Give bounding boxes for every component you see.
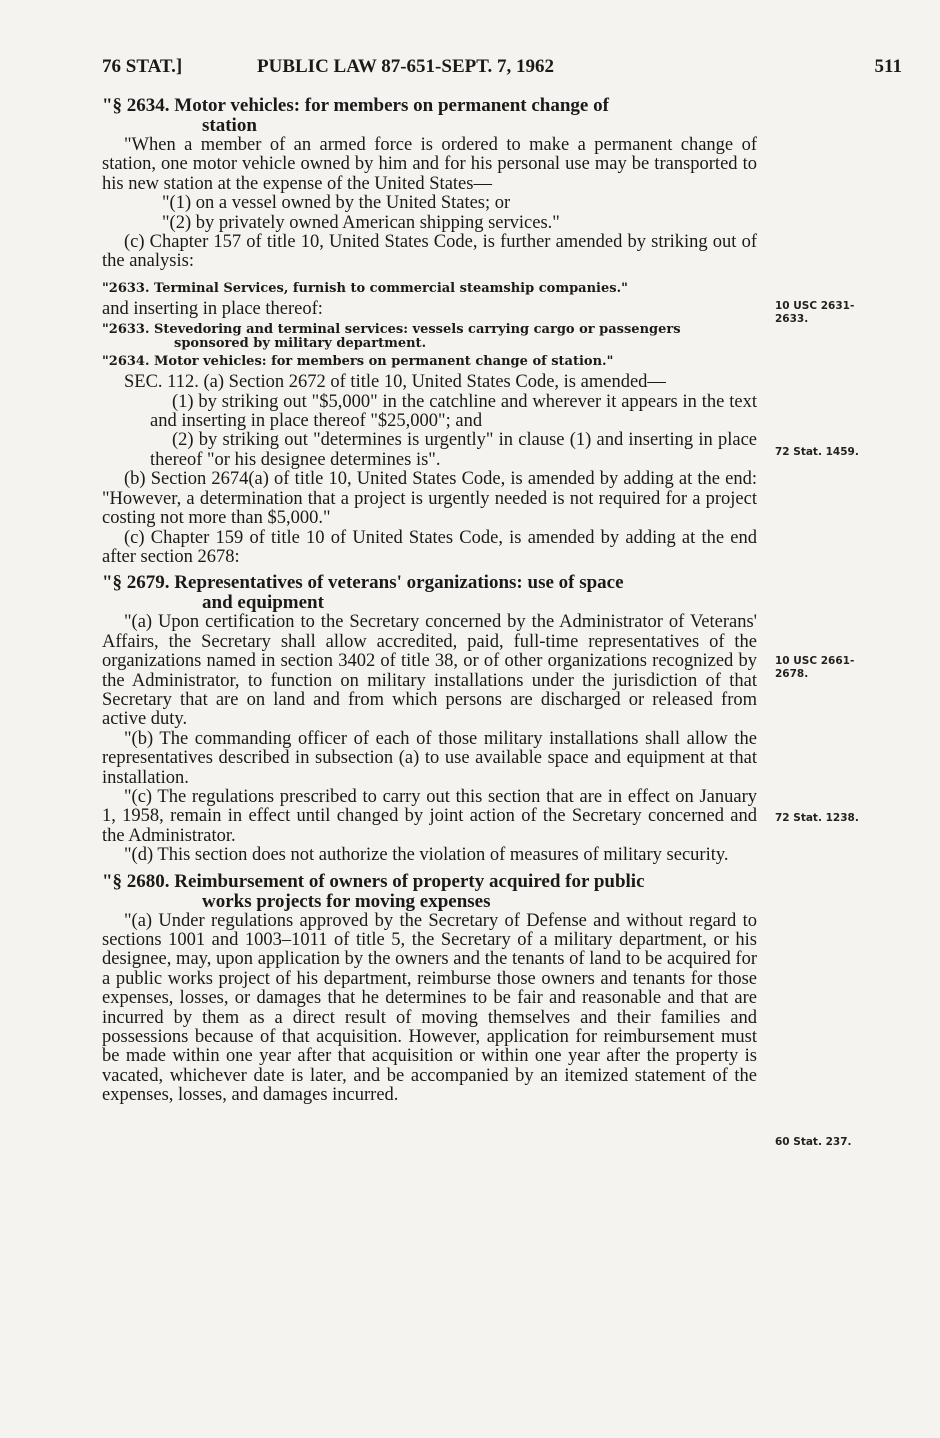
law-title: PUBLIC LAW 87-651-SEPT. 7, 1962 bbox=[257, 56, 554, 77]
inserted-item-cont: sponsored by military department. bbox=[174, 336, 427, 352]
section-2634-paragraph: "When a member of an armed force is ordered to make a permanent change of station, one motor vehicle owned by him and for his personal use may be transported to his new station at the expense of the United States— bbox=[102, 135, 757, 194]
margin-note-72-stat-1238: 72 Stat. 1238. bbox=[775, 812, 859, 824]
margin-note-line: 10 USC 2661- bbox=[775, 655, 855, 667]
insert-intro: and inserting in place thereof: bbox=[102, 298, 323, 319]
section-heading-text: "§ 2634. Motor vehicles: for members on permanent change of bbox=[102, 95, 609, 116]
running-header bbox=[102, 56, 902, 86]
section-2679-subsection-c: "(c) The regulations prescribed to carry out this section that are in effect on January 1, 1958, remain in effect until changed by joint action of the Secretary concerned and the Administrator. bbox=[102, 786, 757, 846]
section-2680-heading bbox=[102, 872, 757, 912]
section-112-paragraph-b: (b) Section 2674(a) of title 10, United States Code, is amended by adding at the end: "However, a determination that a project is urgently needed is not required for a project costing not more than $5,000." bbox=[102, 469, 757, 529]
section-heading-cont: works projects for moving expenses bbox=[202, 890, 491, 912]
section-112-clause-1 bbox=[102, 393, 757, 432]
struck-analysis-item: "2633. Terminal Services, furnish to commercial steamship companies." bbox=[102, 280, 628, 296]
section-2679-subsection-d: "(d) This section does not authorize the violation of measures of military security. bbox=[124, 845, 729, 866]
margin-note-line: 2678. bbox=[775, 668, 809, 680]
margin-note-72-stat-1459: 72 Stat. 1459. bbox=[775, 446, 859, 458]
section-heading-cont: and equipment bbox=[202, 592, 324, 614]
margin-note-60-stat-237: 60 Stat. 237. bbox=[775, 1136, 852, 1148]
margin-note-line: 2633. bbox=[775, 313, 809, 325]
chapter-157-amendment: (c) Chapter 157 of title 10, United States Code, is further amended by striking out of the analysis: bbox=[102, 232, 757, 272]
volume-label: 76 STAT.] bbox=[102, 56, 183, 77]
section-heading-cont: station bbox=[202, 115, 257, 136]
section-2634-clause-1: "(1) on a vessel owned by the United States; or bbox=[162, 193, 511, 214]
margin-note-10-usc-2661 bbox=[775, 655, 854, 681]
section-112-paragraph: SEC. 112. (a) Section 2672 of title 10, United States Code, is amended— bbox=[124, 372, 666, 393]
margin-note-line: 10 USC 2631- bbox=[775, 300, 855, 312]
section-heading-text: "§ 2679. Representatives of veterans' organizations: use of space bbox=[102, 572, 624, 594]
clause-text: (2) by striking out "determines is urgently" in clause (1) and inserting in place thereof "or his designee determines is". bbox=[150, 430, 757, 470]
inserted-item-text: "2633. Stevedoring and terminal services: vessels carrying cargo or passengers bbox=[102, 322, 681, 338]
section-heading-text: "§ 2680. Reimbursement of owners of property acquired for public bbox=[102, 870, 645, 892]
section-2680-subsection-a: "(a) Under regulations approved by the Secretary of Defense and without regard to sections 1001 and 1003–1011 of title 5, the Secretary of a military department, or his designee, may, upon application by the owners and the tenants of land to be acquired for a public works project of his department, reimburse those owners and tenants for those expenses, losses, or damages that he determines to be fair and reasonable and that are incurred by them as a direct result of moving themselves and their families and possessions because of that acquisition. However, application for reimbursement must be made within one year after that acquisition or within one year after the property is vacated, whichever date is later, and be accompanied by an itemized statement of the expenses, losses, and damages incurred. bbox=[102, 910, 757, 1106]
page-number: 511 bbox=[874, 56, 902, 77]
section-2634-clause-2: "(2) by privately owned American shipping services." bbox=[162, 212, 560, 233]
section-2679-subsection-a: "(a) Upon certification to the Secretary concerned by the Administrator of Veterans' Affairs, the Secretary shall allow accredited, paid, full-time representatives of the organizations named in section 3402 of title 38, or of other organizations recognized by the Administrator, to function on military installations under the jurisdiction of that Secretary that are on land and from which persons are discharged or released from active duty. bbox=[102, 612, 757, 730]
section-2634-heading bbox=[102, 96, 757, 136]
section-112-clause-2 bbox=[102, 431, 757, 470]
clause-text: (1) by striking out "$5,000" in the catchline and wherever it appears in the text and inserting in place thereof "$25,000"; and bbox=[150, 391, 757, 432]
section-2679-subsection-b: "(b) The commanding officer of each of those military installations shall allow the representatives described in subsection (a) to use available space and equipment at that installation. bbox=[102, 728, 757, 788]
section-112-paragraph-c: (c) Chapter 159 of title 10 of United States Code, is amended by adding at the end after section 2678: bbox=[102, 527, 757, 567]
margin-note-10-usc-2631 bbox=[775, 300, 854, 326]
section-2679-heading bbox=[102, 573, 757, 613]
inserted-analysis-item-1 bbox=[102, 323, 757, 351]
main-text bbox=[102, 96, 757, 1106]
inserted-analysis-item-2: "2634. Motor vehicles: for members on permanent change of station." bbox=[102, 354, 614, 370]
